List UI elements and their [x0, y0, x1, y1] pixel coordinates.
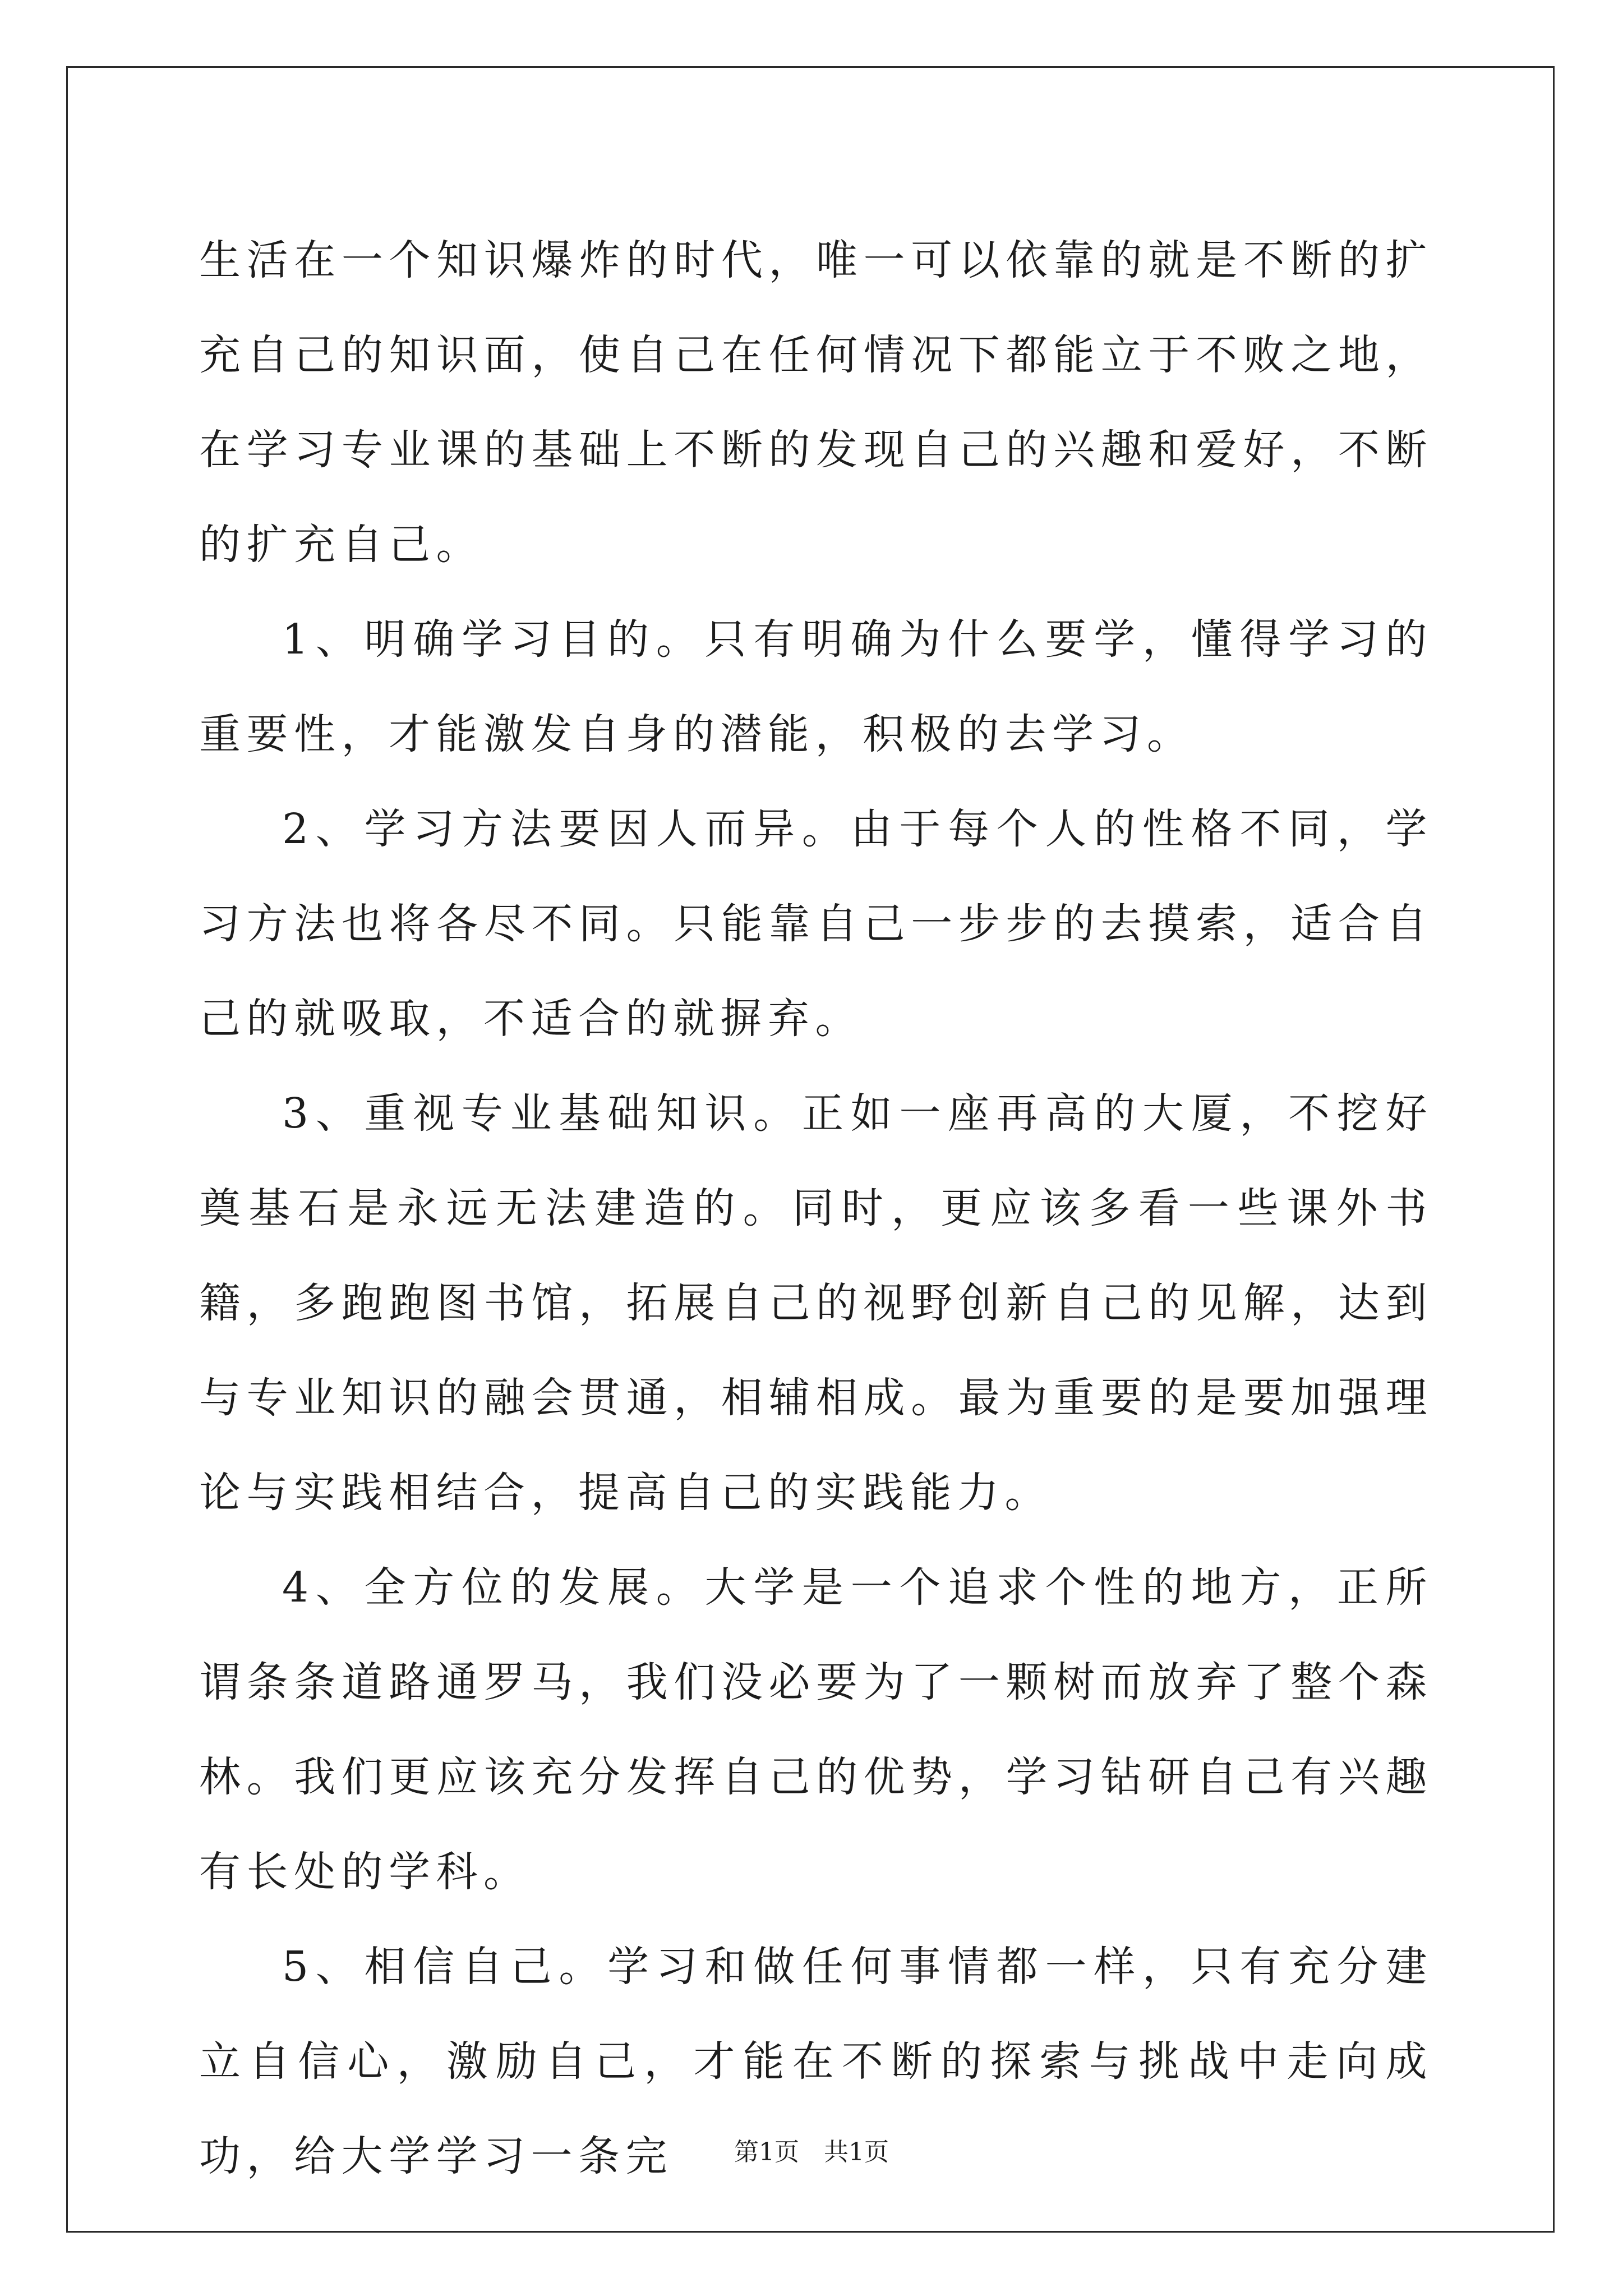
paragraph-item-4: 4、全方位的发展。大学是一个追求个性的地方，正所谓条条道路通罗马，我们没必要为了一颗树而放弃了整个森林。我们更应该充分发挥自己的优势，学习钻研自己有兴趣有长处的学科。 — [199, 1563, 1433, 1896]
paragraph-item-3: 3、重视专业基础知识。正如一座再高的大厦，不挖好奠基石是永远无法建造的。同时，更应该多看一些课外书籍，多跑跑图书馆，拓展自己的视野创新自己的见解，达到与专业知识的融会贯通，相辅相成。最为重要的是要加强理论与实践相结合，提高自己的实践能力。 — [199, 1089, 1433, 1517]
paragraph-item-2: 2、学习方法要因人而异。由于每个人的性格不同，学习方法也将各尽不同。只能靠自己一步步的去摸索，适合自己的就吸取，不适合的就摒弃。 — [199, 805, 1433, 1043]
document-body — [199, 213, 1433, 2204]
page-footer — [0, 2132, 1623, 2168]
paragraph-item-1: 1、明确学习目的。只有明确为什么要学，懂得学习的重要性，才能激发自身的潜能，积极的去学习。 — [199, 615, 1433, 758]
paragraph-intro: 生活在一个知识爆炸的时代，唯一可以依靠的就是不断的扩充自己的知识面，使自己在任何情况下都能立于不败之地，在学习专业课的基础上不断的发现自己的兴趣和爱好，不断的扩充自己。 — [199, 236, 1433, 569]
page-number-current: 第1页 — [734, 2138, 799, 2166]
page-number-total: 共1页 — [824, 2138, 889, 2166]
paragraph-item-5: 5、相信自己。学习和做任何事情都一样，只有充分建立自信心，激励自己，才能在不断的探索与挑战中走向成功，给大学学习一条完 — [199, 1943, 1433, 2180]
